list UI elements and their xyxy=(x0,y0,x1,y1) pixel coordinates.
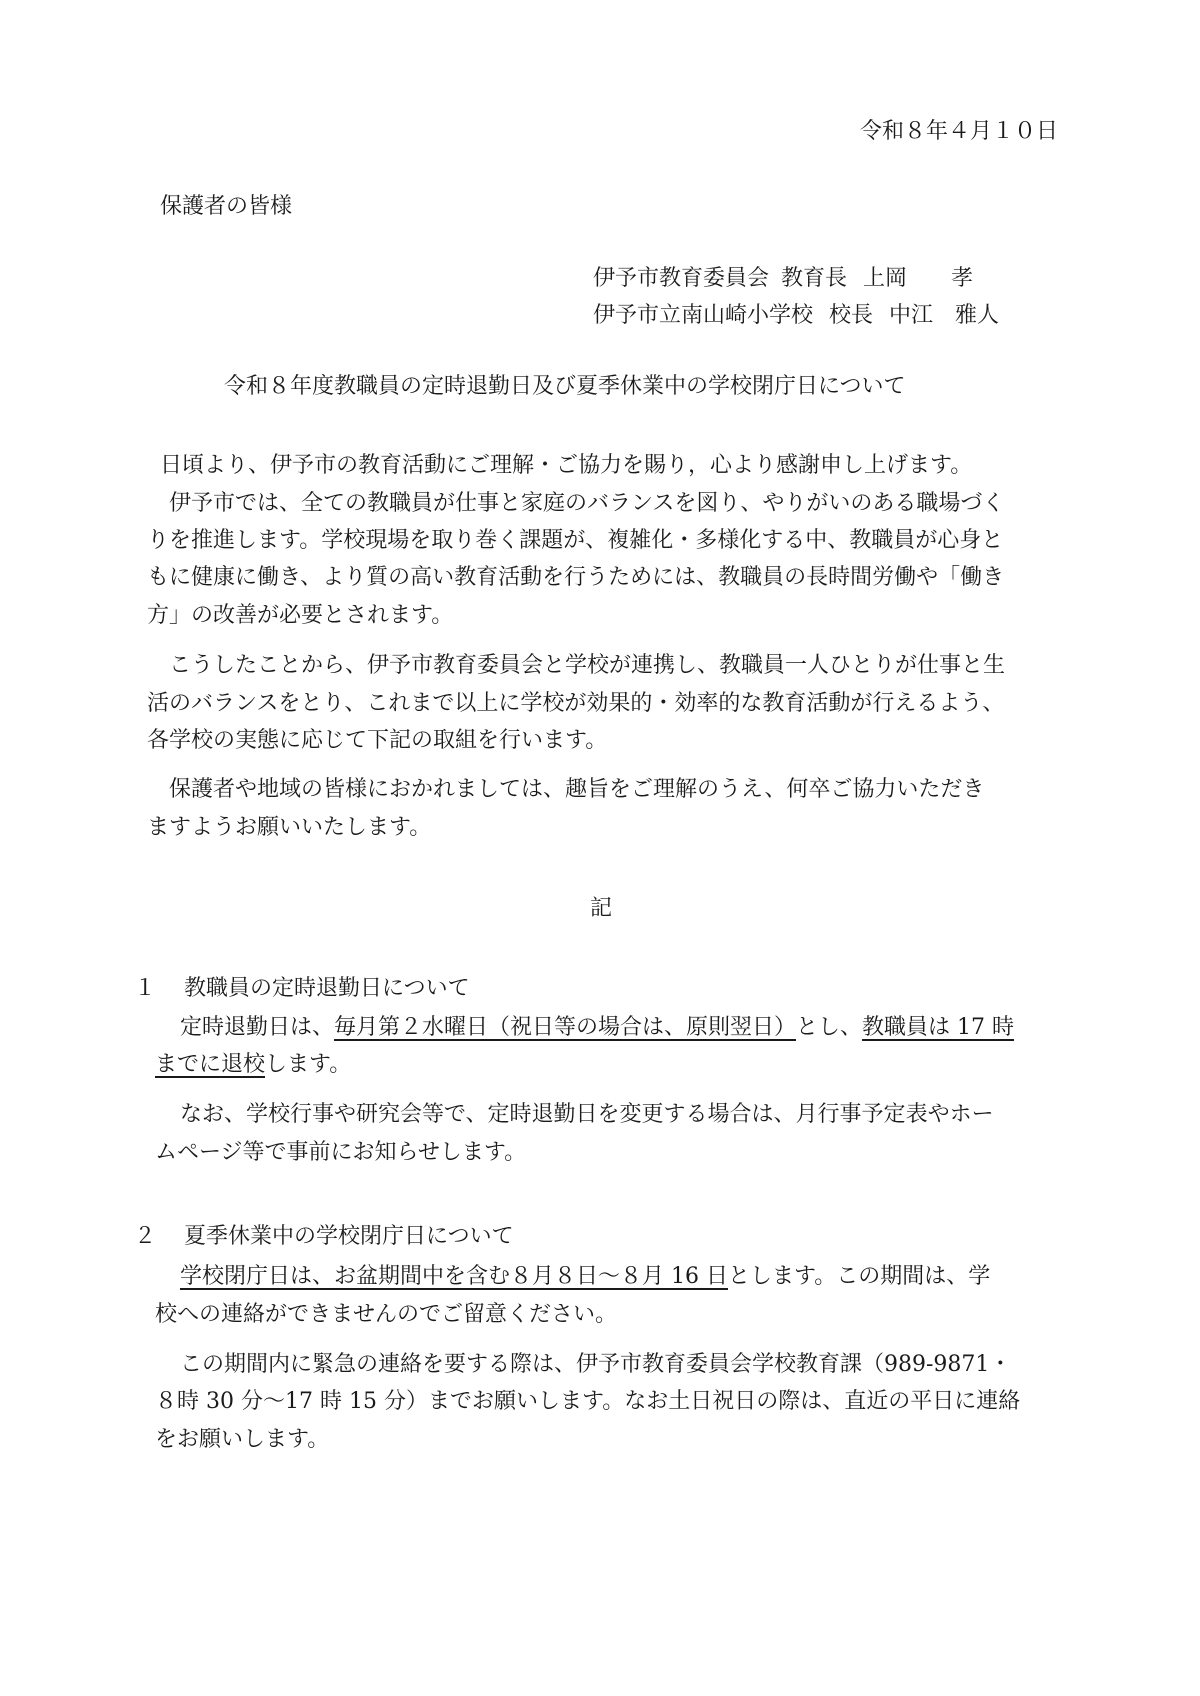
section-2-line-3: この期間内に緊急の連絡を要する際は、伊予市教育委員会学校教育課（989-9871・ xyxy=(180,1352,1012,1377)
section-2-line-1: 学校閉庁日は、お盆期間中を含む８月８日～８月 16 日とします。この期間は、学 xyxy=(180,1264,991,1289)
body-line: 活のバランスをとり、これまで以上に学校が効果的・効率的な教育活動が行えるよう、 xyxy=(147,691,1005,716)
underlined-text: 毎月第２水曜日（祝日等の場合は、原則翌日） xyxy=(334,1015,797,1040)
sender-role: 教育長 xyxy=(781,266,848,291)
sender-line-1 xyxy=(593,264,973,294)
body-line: こうしたことから、伊予市教育委員会と学校が連携し、教職員一人ひとりが仕事と生 xyxy=(147,653,1006,678)
body-line: 各学校の実態に応じて下記の取組を行います。 xyxy=(147,728,608,753)
body-line: 日頃より、伊予市の教育活動にご理解・ご協力を賜り，心より感謝申し上げます。 xyxy=(160,453,973,478)
section-number: ２ xyxy=(134,1224,157,1249)
section-1-line-1: 定時退勤日は、毎月第２水曜日（祝日等の場合は、原則翌日）とし、教職員は 17 時 xyxy=(180,1015,1015,1040)
sender-org: 伊予市立南山崎小学校 xyxy=(593,303,814,328)
section-title: 教職員の定時退勤日について xyxy=(184,976,470,1001)
body-line: りを推進します。学校現場を取り巻く課題が、複雑化・多様化する中、教職員が心身と xyxy=(147,528,1004,553)
body-line: ますようお願いいたします。 xyxy=(147,815,432,840)
section-number: １ xyxy=(134,976,157,1001)
section-title: 夏季休業中の学校閉庁日について xyxy=(184,1224,514,1249)
sender-org: 伊予市教育委員会 xyxy=(593,266,770,291)
sender-name: 上岡 孝 xyxy=(863,266,974,291)
sender-name: 中江 雅人 xyxy=(889,303,1000,328)
sender-line-2 xyxy=(593,301,999,331)
body-line: もに健康に働き、より質の高い教育活動を行うためには、教職員の長時間労働や「働き xyxy=(147,565,1005,590)
body-line: 方」の改善が必要とされます。 xyxy=(147,603,454,628)
body-line: 保護者や地域の皆様におかれましては、趣旨をご理解のうえ、何卒ご協力いただき xyxy=(147,777,985,802)
section-1-line-4: ムページ等で事前にお知らせします。 xyxy=(155,1140,527,1165)
section-1-line-3: なお、学校行事や研究会等で、定時退勤日を変更する場合は、月行事予定表やホー xyxy=(180,1102,994,1127)
body-line: 伊予市では、全ての教職員が仕事と家庭のバランスを図り、やりがいのある職場づく xyxy=(147,491,1005,516)
section-2-line-5: をお願いします。 xyxy=(155,1427,330,1452)
underlined-text: 学校閉庁日は、お盆期間中を含む８月８日～８月 16 日 xyxy=(180,1264,728,1289)
ki-heading: 記 xyxy=(590,896,613,921)
underlined-text: までに退校 xyxy=(155,1052,266,1077)
underlined-text: 教職員は 17 時 xyxy=(862,1015,1015,1040)
document-title: 令和８年度教職員の定時退勤日及び夏季休業中の学校閉庁日について xyxy=(224,374,906,399)
sender-role: 校長 xyxy=(829,303,874,328)
document-date: 令和８年４月１０日 xyxy=(859,119,1058,144)
section-1-line-2: までに退校します。 xyxy=(155,1052,352,1077)
section-2-line-2: 校への連絡ができませんのでご留意ください。 xyxy=(155,1302,618,1327)
addressee: 保護者の皆様 xyxy=(160,194,293,219)
section-2-heading xyxy=(134,1222,514,1252)
section-1-heading xyxy=(134,974,470,1004)
section-2-line-4: ８時 30 分～17 時 15 分）までお願いします。なお土日祝日の際は、直近の平日に連絡 xyxy=(155,1389,1021,1414)
